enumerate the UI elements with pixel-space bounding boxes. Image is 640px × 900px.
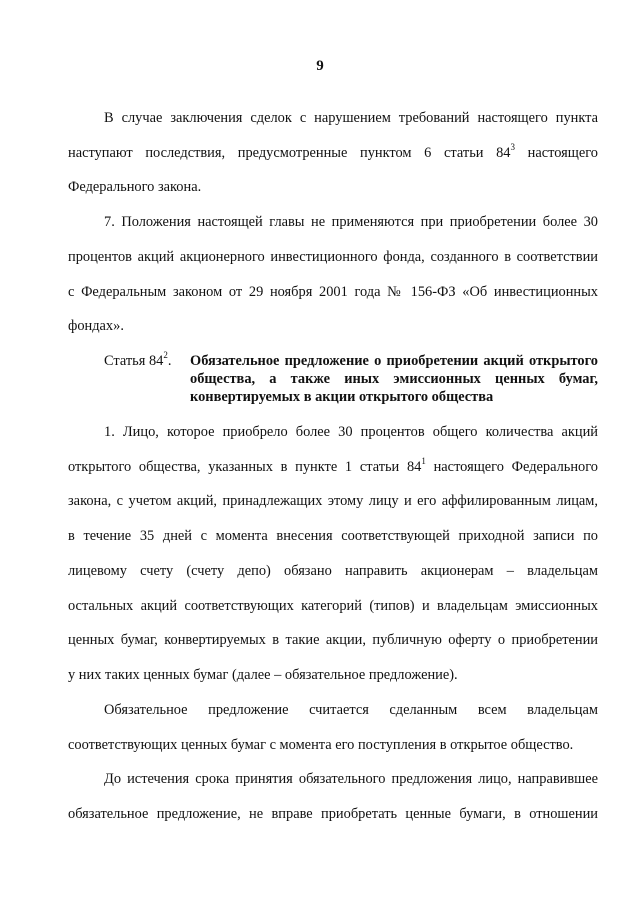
para1-line-1: В случае заключения сделок с нарушением требований настоящего пункта	[104, 110, 598, 126]
para3-line-2-before: открытого общества, указанных в пункте 1 статьи 84	[68, 459, 422, 475]
para3-line-2-after: настоящего Федерального	[425, 459, 598, 475]
para3-line-7: ценных бумаг, конвертируемых в такие акции, публичную оферту о приобретении	[68, 632, 598, 648]
para1-ref-sup: 3	[510, 142, 515, 153]
article-title-line-1: Обязательное предложение о приобретении акций открытого	[190, 353, 598, 369]
article-label-text: Статья 84	[104, 353, 164, 369]
para1-line-2	[68, 144, 598, 162]
para3-line-6: остальных акций соответствующих категорий (типов) и владельцам эмиссионных	[68, 598, 598, 614]
para5-line-1: До истечения срока принятия обязательного предложения лицо, направившее	[104, 771, 598, 787]
para1-line-2-text: наступают последствия, предусмотренные пунктом 6 статьи 84	[68, 145, 511, 161]
para3-line-2	[68, 458, 598, 476]
article-label-sup: 2	[163, 350, 168, 361]
page-number: 9	[316, 58, 324, 74]
para3-line-1: 1. Лицо, которое приобрело более 30 процентов общего количества акций	[104, 424, 598, 440]
para3-line-2-sup: 1	[421, 456, 426, 467]
para3-line-4: в течение 35 дней с момента внесения соответствующей приходной записи по	[68, 528, 598, 544]
para1-line-3: Федерального закона.	[68, 179, 202, 195]
article-label: Статья $84^2$.	[104, 350, 172, 369]
para4-line-2: соответствующих ценных бумаг с момента его поступления в открытое общество.	[68, 737, 574, 753]
para3-line-5: лицевому счету (счету депо) обязано направить акционерам – владельцам	[68, 563, 598, 579]
para5-line-2: обязательное предложение, не вправе приобретать ценные бумаги, в отношении	[68, 806, 598, 822]
para2-line-2: процентов акций акционерного инвестиционного фонда, созданного в соответствии	[68, 249, 598, 265]
para2-line-3: с Федеральным законом от 29 ноября 2001 года № 156-ФЗ «Об инвестиционных	[68, 284, 598, 300]
article-title-line-2: общества, а также иных эмиссионных ценных бумаг,	[190, 371, 598, 387]
para4-line-1: Обязательное предложение считается сделанным всем владельцам	[104, 702, 598, 718]
para1-ref-after: настоящего	[527, 145, 598, 161]
para2-line-1: 7. Положения настоящей главы не применяются при приобретении более 30	[104, 214, 598, 230]
para3-line-8: у них таких ценных бумаг (далее – обязательное предложение).	[68, 667, 458, 683]
article-title-line-3: конвертируемых в акции открытого общества	[190, 389, 494, 405]
para2-line-4: фондах».	[68, 318, 124, 334]
para3-line-3: закона, с учетом акций, принадлежащих этому лицу и его аффилированным лицам,	[68, 493, 598, 509]
